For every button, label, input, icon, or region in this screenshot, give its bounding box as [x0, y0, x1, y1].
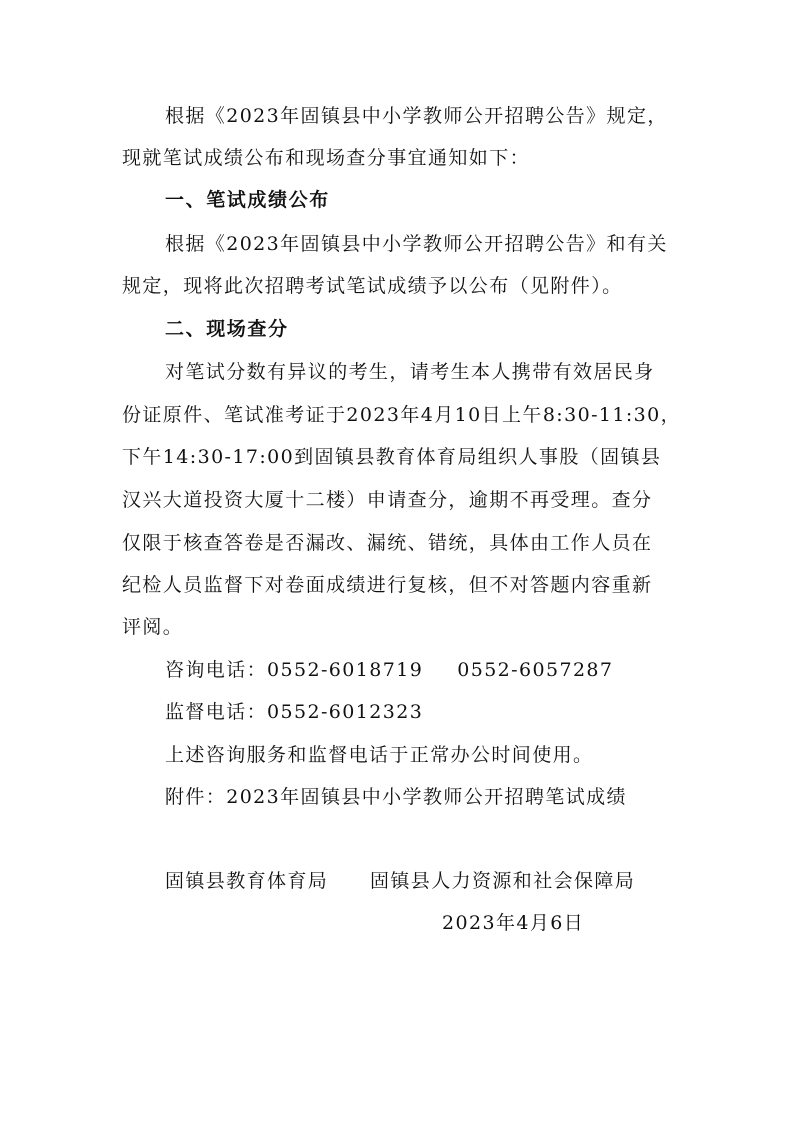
consult-phone-2: 0552-6057287 [457, 659, 614, 681]
signature-date: 2023年4月6日 [442, 912, 585, 934]
signature-org-education: 固镇县教育体育局 [165, 870, 329, 892]
consult-phone-1: 0552-6018719 [267, 659, 424, 681]
section2-line-4: 汉兴大道投资大厦十二楼）申请查分，逾期不再受理。查分 [122, 489, 653, 511]
attachment-line: 附件：2023年固镇县中小学教师公开招聘笔试成绩 [165, 786, 627, 808]
section1-line-1: 根据《2023年固镇县中小学教师公开招聘公告》和有关 [165, 233, 668, 255]
supervise-label: 监督电话： [165, 701, 268, 723]
section2-line-3: 下午14:30-17:00到固镇县教育体育局组织人事股（固镇县 [122, 446, 662, 468]
office-hours-note: 上述咨询服务和监督电话于正常办公时间使用。 [165, 744, 594, 766]
section2-line-1: 对笔试分数有异议的考生，请考生本人携带有效居民身 [165, 361, 655, 383]
section2-line-7: 评阅。 [122, 616, 184, 638]
consult-phone-row [165, 658, 613, 682]
intro-line-1: 根据《2023年固镇县中小学教师公开招聘公告》规定， [165, 105, 668, 127]
signature-org-hr: 固镇县人力资源和社会保障局 [370, 870, 636, 892]
section2-line-6: 纪检人员监督下对卷面成绩进行复核，但不对答题内容重新 [122, 574, 653, 596]
section2-line-2: 份证原件、笔试准考证于2023年4月10日上午8:30-11:30， [122, 404, 682, 426]
supervise-phone: 0552-6012323 [267, 701, 424, 723]
section-heading-review: 二、现场查分 [165, 318, 289, 340]
consult-label: 咨询电话： [165, 659, 268, 681]
supervise-phone-row [165, 700, 423, 724]
section1-line-2: 规定，现将此次招聘考试笔试成绩予以公布（见附件）。 [122, 275, 623, 297]
section-heading-scores: 一、笔试成绩公布 [165, 189, 330, 211]
section2-line-5: 仅限于核查答卷是否漏改、漏统、错统，具体由工作人员在 [122, 532, 653, 554]
intro-line-2: 现就笔试成绩公布和现场查分事宜通知如下： [122, 147, 531, 169]
